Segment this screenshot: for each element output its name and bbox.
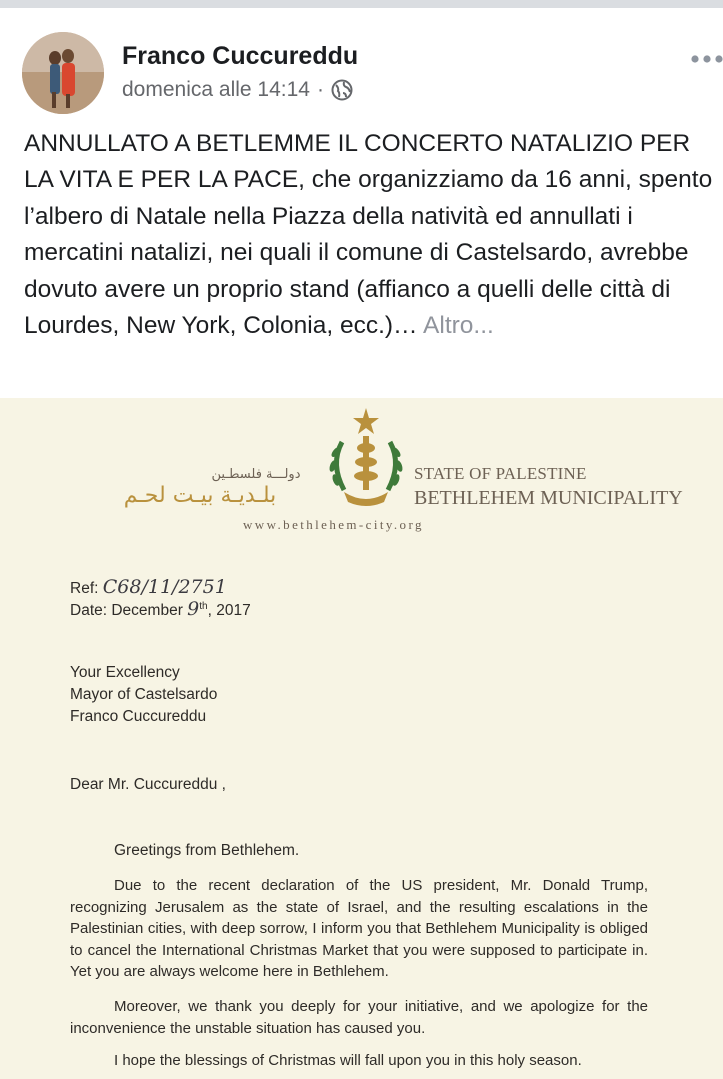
avatar-photo xyxy=(22,32,104,114)
date-day: 9 xyxy=(187,598,200,620)
ref-label: Ref: xyxy=(70,580,99,597)
date-label: Date: December xyxy=(70,602,183,619)
letterhead-municipality: BETHLEHEM MUNICIPALITY xyxy=(414,487,683,509)
arabic-municipality-text: بلـديـة بيـت لحـم xyxy=(123,483,277,508)
date-line xyxy=(70,598,251,620)
greeting: Greetings from Bethlehem. xyxy=(114,842,300,859)
ref-line xyxy=(70,576,227,598)
globe-icon[interactable] xyxy=(331,79,353,101)
recipient-line-1: Your Excellency xyxy=(70,664,180,681)
paragraph-3: I hope the blessings of Christmas will fall upon you in this holy season. xyxy=(114,1052,582,1069)
date-suffix: th xyxy=(199,600,208,612)
paragraph-2: Moreover, we thank you deeply for your initiative, and we apologize for the inconvenience the unstable situation has caused you. xyxy=(70,998,648,1037)
paragraph-1: Due to the recent declaration of the US president, Mr. Donald Trump, recognizing Jerusalem as the state of Israel, and the resulting escalations in the Palestinian cities, with deep sorrow, I inform you that Bethlehem Municipality is obliged to cancel the International Christmas Market that you were supposed to participate in. Yet you are always welcome here in Bethlehem. xyxy=(70,877,648,980)
arabic-letterhead xyxy=(90,458,310,508)
see-more-link[interactable]: Altro... xyxy=(423,312,494,340)
letterhead-website: www.bethlehem-city.org xyxy=(243,517,424,532)
avatar[interactable] xyxy=(22,32,104,114)
author-name[interactable]: Franco Cuccureddu xyxy=(122,42,359,70)
post-text xyxy=(24,126,714,344)
post-body: ANNULLATO A BETLEMME IL CONCERTO NATALIZIO PER LA VITA E PER LA PACE, che organizziamo da 16 anni, spento l’albero di Natale nella Piazza della natività ed annullati i mercatini natalizi, nei quali il comune di Castelsardo, avrebbe dovuto avere un proprio stand (affianco a quelli delle città di Lourdes, New York, Colonia, ecc.)… xyxy=(24,130,713,340)
post-header xyxy=(0,8,723,112)
meta-separator: · xyxy=(316,78,324,101)
recipient-line-3: Franco Cuccureddu xyxy=(70,708,207,725)
top-divider xyxy=(0,0,723,8)
date-year: , 2017 xyxy=(207,602,251,619)
post-meta xyxy=(122,78,353,102)
emblem-icon xyxy=(322,406,410,514)
salutation: Dear Mr. Cuccureddu , xyxy=(70,776,226,793)
recipient-line-2: Mayor of Castelsardo xyxy=(70,686,218,703)
letter-image[interactable] xyxy=(0,398,723,1079)
more-options-icon[interactable] xyxy=(690,52,723,66)
arabic-state-text: دولـــة فلسطـين xyxy=(211,467,301,482)
post-timestamp[interactable]: domenica alle 14:14 xyxy=(122,78,310,101)
letterhead-state: STATE OF PALESTINE xyxy=(414,464,587,483)
ref-number: C68/11/2751 xyxy=(102,576,227,598)
